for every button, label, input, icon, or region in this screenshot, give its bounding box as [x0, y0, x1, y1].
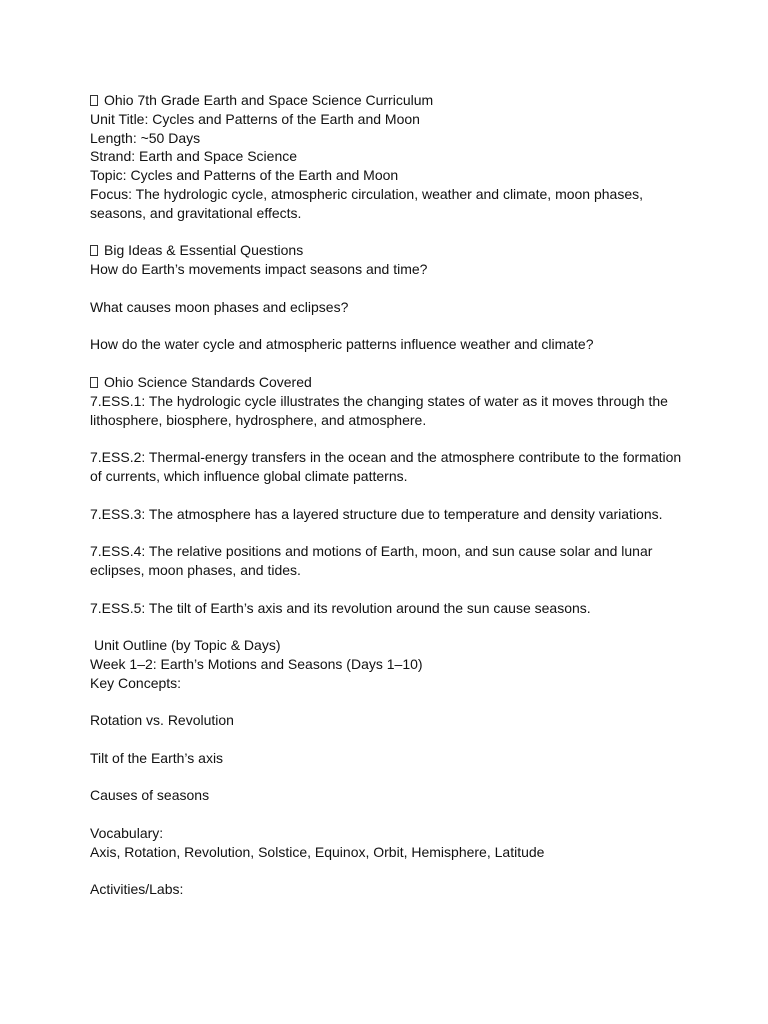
standard-item: 7.ESS.2: Thermal-energy transfers in the ocean and the atmosphere contribute to the formation of currents, which influence global climate patterns.	[90, 449, 682, 484]
missing-glyph-icon	[90, 95, 98, 106]
key-concepts-label: Key Concepts:	[90, 674, 182, 691]
missing-glyph-icon	[90, 377, 98, 388]
unit-topic: Topic: Cycles and Patterns of the Earth and Moon	[90, 167, 399, 184]
standard-item: 7.ESS.4: The relative positions and motions of Earth, moon, and sun cause solar and lunar eclipses, moon phases, and tides.	[90, 543, 653, 578]
unit-length: Length: ~50 Days	[90, 129, 201, 146]
standard-item: 7.ESS.1: The hydrologic cycle illustrates the changing states of water as it moves through the lithosphere, biosphere, hydrosphere, and atmosphere.	[90, 392, 668, 428]
essential-question: What causes moon phases and eclipses?	[90, 298, 349, 315]
unit-focus: Focus: The hydrologic cycle, atmospheric circulation, weather and climate, moon phases, seasons, and gravitational effects.	[90, 185, 644, 221]
outline-heading: Unit Outline (by Topic & Days)	[94, 637, 281, 654]
key-concept: Rotation vs. Revolution	[90, 712, 234, 729]
vocabulary-label: Vocabulary:	[90, 825, 164, 842]
big-ideas-heading-line	[90, 241, 690, 260]
unit-strand: Strand: Earth and Space Science	[90, 148, 298, 165]
document-page	[90, 91, 690, 899]
standard-item: 7.ESS.5: The tilt of Earth’s axis and its revolution around the sun cause seasons.	[90, 599, 591, 616]
standards-heading-line	[90, 373, 690, 392]
key-concept: Causes of seasons	[90, 787, 210, 804]
standard-item: 7.ESS.3: The atmosphere has a layered structure due to temperature and density variations.	[90, 505, 663, 522]
missing-glyph-icon	[90, 245, 98, 256]
outline-week: Week 1–2: Earth’s Motions and Seasons (Days 1–10)	[90, 655, 423, 672]
big-ideas-heading: Big Ideas & Essential Questions	[104, 242, 304, 259]
vocabulary-list: Axis, Rotation, Revolution, Solstice, Equinox, Orbit, Hemisphere, Latitude	[90, 843, 545, 860]
standards-heading: Ohio Science Standards Covered	[104, 373, 312, 390]
essential-question: How do the water cycle and atmospheric patterns influence weather and climate?	[90, 336, 594, 353]
essential-question: How do Earth’s movements impact seasons and time?	[90, 261, 428, 278]
doc-title-line	[90, 91, 690, 110]
key-concept: Tilt of the Earth’s axis	[90, 749, 224, 766]
doc-title: Ohio 7th Grade Earth and Space Science Curriculum	[104, 92, 434, 108]
activities-label: Activities/Labs:	[90, 881, 184, 898]
unit-title: Unit Title: Cycles and Patterns of the Earth and Moon	[90, 110, 420, 127]
